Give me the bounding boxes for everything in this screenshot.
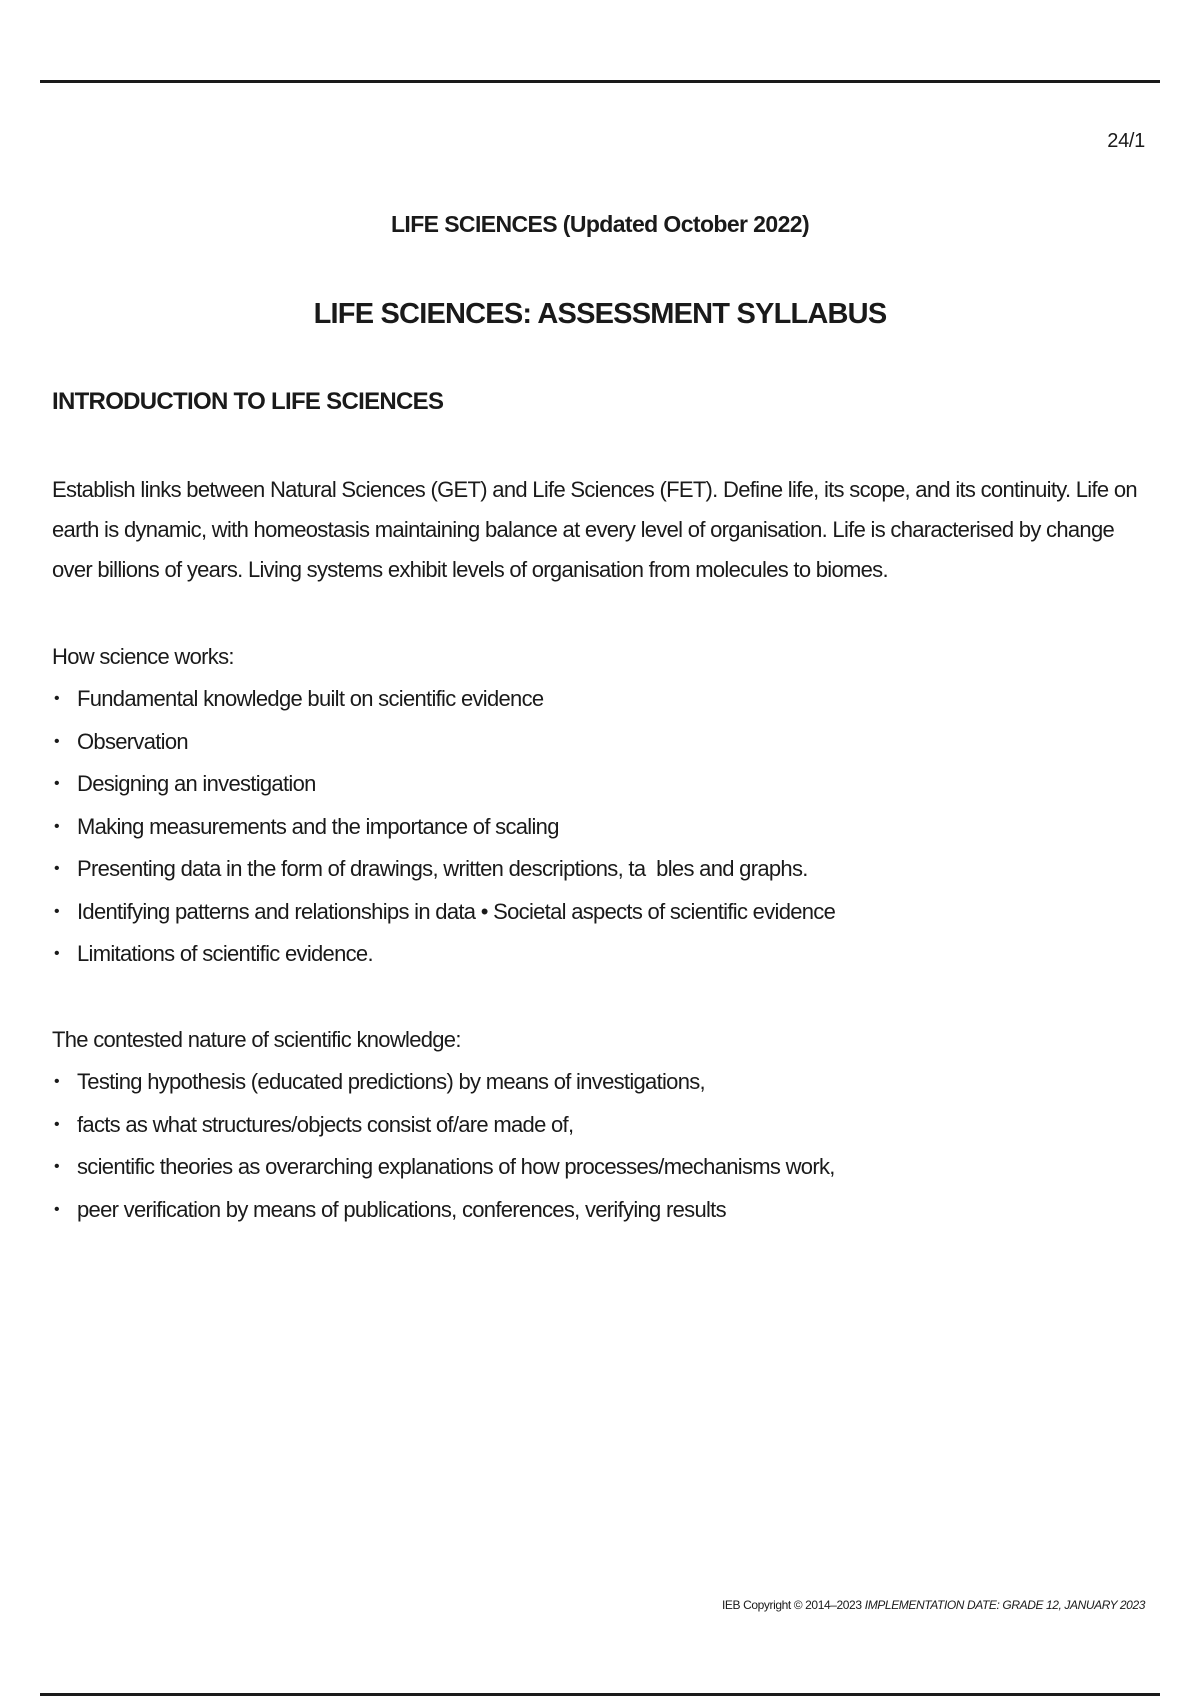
intro-paragraph: Establish links between Natural Sciences (GET) and Life Sciences (FET). Define life, its scope, and its continuity. Life on earth is dynamic, with homeostasis maintaining balance at every level of organisation. Life is characterised by change over billions of years. Living systems exhibit levels of organisation from molecules to biomes. — [52, 477, 1137, 582]
list-item: • Fundamental knowledge built on scientific evidence — [52, 678, 1147, 721]
bullet-icon: • — [54, 1115, 59, 1133]
contested-nature-heading: The contested nature of scientific knowledge: — [52, 1027, 461, 1052]
section-heading: INTRODUCTION TO LIFE SCIENCES — [52, 388, 444, 415]
top-rule — [40, 80, 1160, 83]
how-science-works-heading: How science works: — [52, 644, 234, 669]
bullet-icon: • — [54, 817, 59, 835]
bullet-icon: • — [54, 860, 59, 877]
footer-implementation-date: IMPLEMENTATION DATE: GRADE 12, JANUARY 2023 — [864, 1598, 1145, 1612]
bullet-icon: • — [54, 775, 59, 792]
contested-nature-block — [52, 1019, 1147, 1231]
bullet-icon: • — [54, 945, 59, 962]
contested-nature-list — [52, 1061, 1147, 1231]
bottom-rule — [40, 1693, 1160, 1696]
how-science-works-list — [52, 678, 1147, 976]
bullet-icon: • — [54, 1073, 59, 1090]
how-science-works-block — [52, 636, 1147, 976]
page-number: 24/1 — [1107, 130, 1145, 152]
bullet-icon: • — [54, 1158, 59, 1175]
list-item: • Testing hypothesis (educated predictions) by means of investigations, — [52, 1061, 1147, 1104]
subject-title: LIFE SCIENCES (Updated October 2022) — [390, 211, 810, 237]
document-title: LIFE SCIENCES: ASSESSMENT SYLLABUS — [313, 298, 887, 330]
list-item: • Limitations of scientific evidence. — [52, 933, 1147, 976]
bullet-icon: • — [54, 690, 59, 707]
list-item: • facts as what structures/objects consist of/are made of, — [52, 1104, 1147, 1147]
list-item: • peer verification by means of publications, conferences, verifying results — [52, 1189, 1147, 1232]
list-item: • Making measurements and the importance of scaling — [52, 806, 1147, 849]
bullet-icon: • — [54, 732, 59, 750]
bullet-icon: • — [54, 1200, 59, 1218]
list-item: • Identifying patterns and relationships in data • Societal aspects of scientific evidence — [52, 891, 1147, 934]
bullet-icon: • — [54, 902, 59, 920]
list-item: • Designing an investigation — [52, 763, 1147, 806]
list-item: • Presenting data in the form of drawings, written descriptions, ta bles and graphs. — [52, 848, 1147, 891]
list-item: • scientific theories as overarching explanations of how processes/mechanisms work, — [52, 1146, 1147, 1189]
list-item: • Observation — [52, 721, 1147, 764]
footer-copyright: IEB Copyright © 2014–2023 — [722, 1598, 862, 1612]
